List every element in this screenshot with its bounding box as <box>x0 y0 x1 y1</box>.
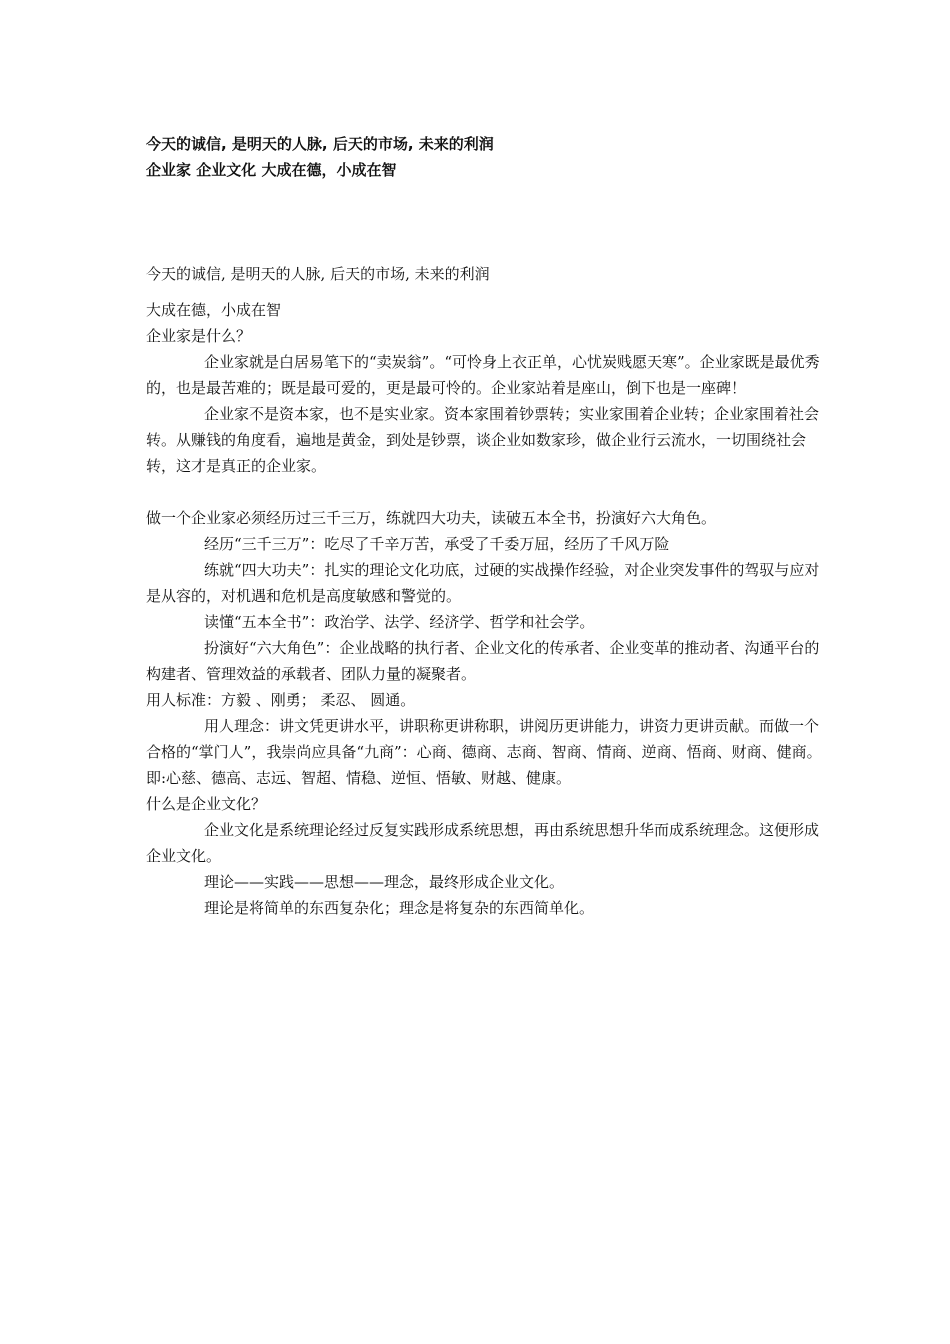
paragraph-theory-vs-concept: 理论是将简单的东西复杂化；理念是将复杂的东西简单化。 <box>204 899 595 917</box>
question-entrepreneur: 企业家是什么？ <box>146 327 252 345</box>
intro-line: 今天的诚信, 是明天的人脉, 后天的市场, 未来的利润 <box>146 265 490 283</box>
motto-line: 大成在德，小成在智 <box>146 301 282 319</box>
header-keywords-line: 企业家 企业文化 大成在德，小成在智 <box>146 161 397 179</box>
document-header <box>146 131 826 183</box>
paragraph-charcoal-seller: 企业家就是白居易笔下的“卖炭翁”。“可怜身上衣正单，心忧炭贱愿天寒”。企业家既是最优秀的，也是最苦难的；既是最可爱的，更是最可怜的。企业家站着是座山，倒下也是一座碑！ <box>146 353 820 397</box>
header-title-line: 今天的诚信, 是明天的人脉, 后天的市场, 未来的利润 <box>146 135 494 153</box>
paragraph-three-thousand: 经历“三千三万”：吃尽了千辛万苦，承受了千委万屈，经历了千风万险 <box>204 535 670 553</box>
paragraph-five-books: 读懂“五本全书”：政治学、法学、经济学、哲学和社会学。 <box>204 613 595 631</box>
paragraph-culture-process: 理论——实践——思想——理念，最终形成企业文化。 <box>204 873 565 891</box>
paragraph-not-capitalist: 企业家不是资本家，也不是实业家。资本家围着钞票转；实业家围着企业转；企业家围着社会转。从赚钱的角度看，遍地是黄金，到处是钞票，谈企业如数家珍，做企业行云流水，一切围绕社会转，这才是真正的企业家。 <box>146 405 820 475</box>
paragraph-six-roles: 扮演好“六大角色”：企业战略的执行者、企业文化的传承者、企业变革的推动者、沟通平台的构建者、管理效益的承载者、团队力量的凝聚者。 <box>146 639 820 683</box>
paragraph-culture-definition: 企业文化是系统理论经过反复实践形成系统思想，再由系统思想升华而成系统理念。这便形成企业文化。 <box>146 821 820 865</box>
paragraph-hiring-standard: 用人标准：方毅 、刚勇； 柔忍、 圆通。 <box>146 691 416 709</box>
paragraph-hiring-philosophy: 用人理念：讲文凭更讲水平，讲职称更讲称职，讲阅历更讲能力，讲资力更讲贡献。而做一个合格的“掌门人”，我崇尚应具备“九商”：心商、德商、志商、智商、情商、逆商、悟商、财商、健商。即:心慈、德高、志远、智超、情稳、逆恒、悟敏、财越、健康。 <box>146 717 822 787</box>
document-body <box>146 261 822 921</box>
paragraph-requirements: 做一个企业家必须经历过三千三万，练就四大功夫，读破五本全书，扮演好六大角色。 <box>146 509 717 527</box>
paragraph-four-skills: 练就“四大功夫”：扎实的理论文化功底，过硬的实战操作经验，对企业突发事件的驾驭与应对是从容的，对机遇和危机是高度敏感和警觉的。 <box>146 561 820 605</box>
question-corporate-culture: 什么是企业文化？ <box>146 795 267 813</box>
